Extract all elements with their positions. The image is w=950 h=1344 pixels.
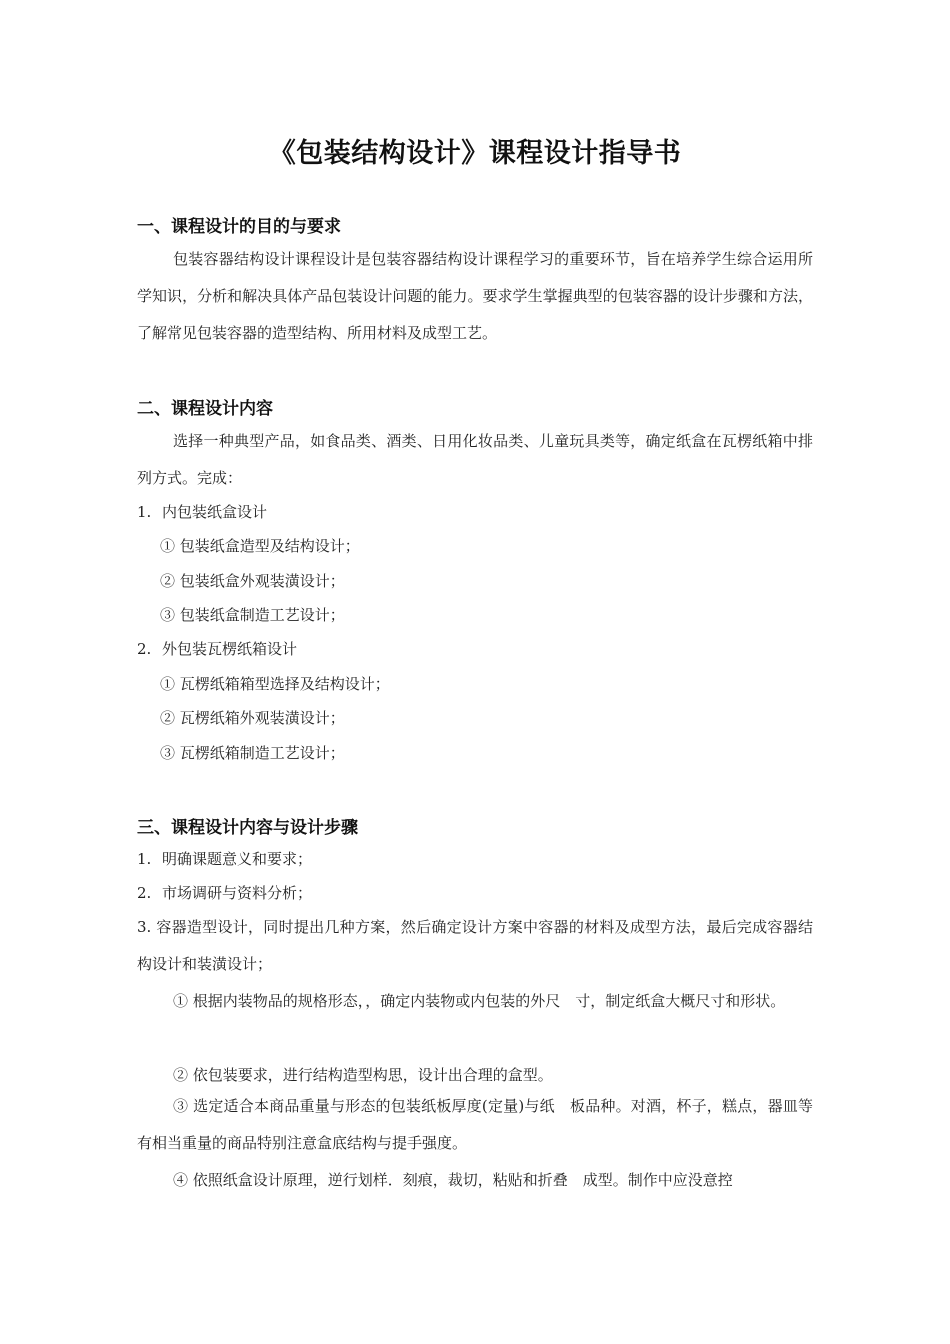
- section-1-heading: 一、课程设计的目的与要求: [137, 217, 341, 237]
- step-3-paragraph: 3. 容器造型设计，同时提出几种方案，然后确定设计方案中容器的材料及成型方法，最后完成容器结构设计和装潢设计；: [137, 918, 813, 973]
- step-3-sub-3: ③ 选定适合本商品重量与形态的包装纸板厚度(定量)与纸 板品种。对酒，杯子，糕点，器皿等有相当重量的商品特别注意盒底结构与提手强度。: [137, 1097, 813, 1152]
- step-3-sub-2: ② 依包装要求，进行结构造型构思，设计出合理的盒型。: [173, 1066, 553, 1084]
- list-item: [137, 848, 312, 870]
- list-item-label: 内包装纸盒设计: [162, 503, 268, 521]
- list-item: [137, 638, 297, 660]
- section-2-heading: 二、课程设计内容: [137, 399, 273, 419]
- section-1-paragraph: 包装容器结构设计课程设计是包装容器结构设计课程学习的重要环节，旨在培养学生综合运用所学知识，分析和解决具体产品包装设计问题的能力。要求学生掌握典型的包装容器的设计步骤和方法，了解常见包装容器的造型结构、所用材料及成型工艺。: [137, 250, 813, 342]
- list-item-label: 市场调研与资料分析；: [162, 884, 313, 902]
- list-item-number: 1.: [137, 503, 152, 521]
- step-3-sub-1: ① 根据内装物品的规格形态，，确定内装物或内包装的外尺 寸，制定纸盒大概尺寸和形状。: [173, 992, 786, 1010]
- list-item-number: 2.: [137, 884, 152, 902]
- list-item-label: 明确课题意义和要求；: [162, 850, 313, 868]
- list-item-label: 外包装瓦楞纸箱设计: [162, 640, 298, 658]
- document-title: 《包装结构设计》课程设计指导书: [268, 138, 682, 169]
- section-3-heading: 三、课程设计内容与设计步骤: [137, 818, 358, 838]
- list-item: [137, 882, 312, 904]
- list-item: [137, 501, 267, 523]
- sub-list-item: ② 瓦楞纸箱外观装潢设计；: [160, 709, 345, 727]
- sub-list-item: ③ 瓦楞纸箱制造工艺设计；: [160, 744, 345, 762]
- sub-list-item: ① 包装纸盒造型及结构设计；: [160, 537, 360, 555]
- section-2-paragraph: 选择一种典型产品，如食品类、酒类、日用化妆品类、儿童玩具类等，确定纸盒在瓦楞纸箱中排列方式。完成：: [137, 432, 813, 487]
- list-item-number: 2.: [137, 640, 152, 658]
- sub-list-item: ③ 包装纸盒制造工艺设计；: [160, 606, 345, 624]
- list-item-number: 1.: [137, 850, 152, 868]
- sub-list-item: ① 瓦楞纸箱箱型选择及结构设计；: [160, 675, 390, 693]
- step-3-sub-4: ④ 依照纸盒设计原理，逆行划样．刻痕，裁切，粘贴和折叠 成型。制作中应没意控: [173, 1171, 733, 1189]
- sub-list-item: ② 包装纸盒外观装潢设计；: [160, 572, 345, 590]
